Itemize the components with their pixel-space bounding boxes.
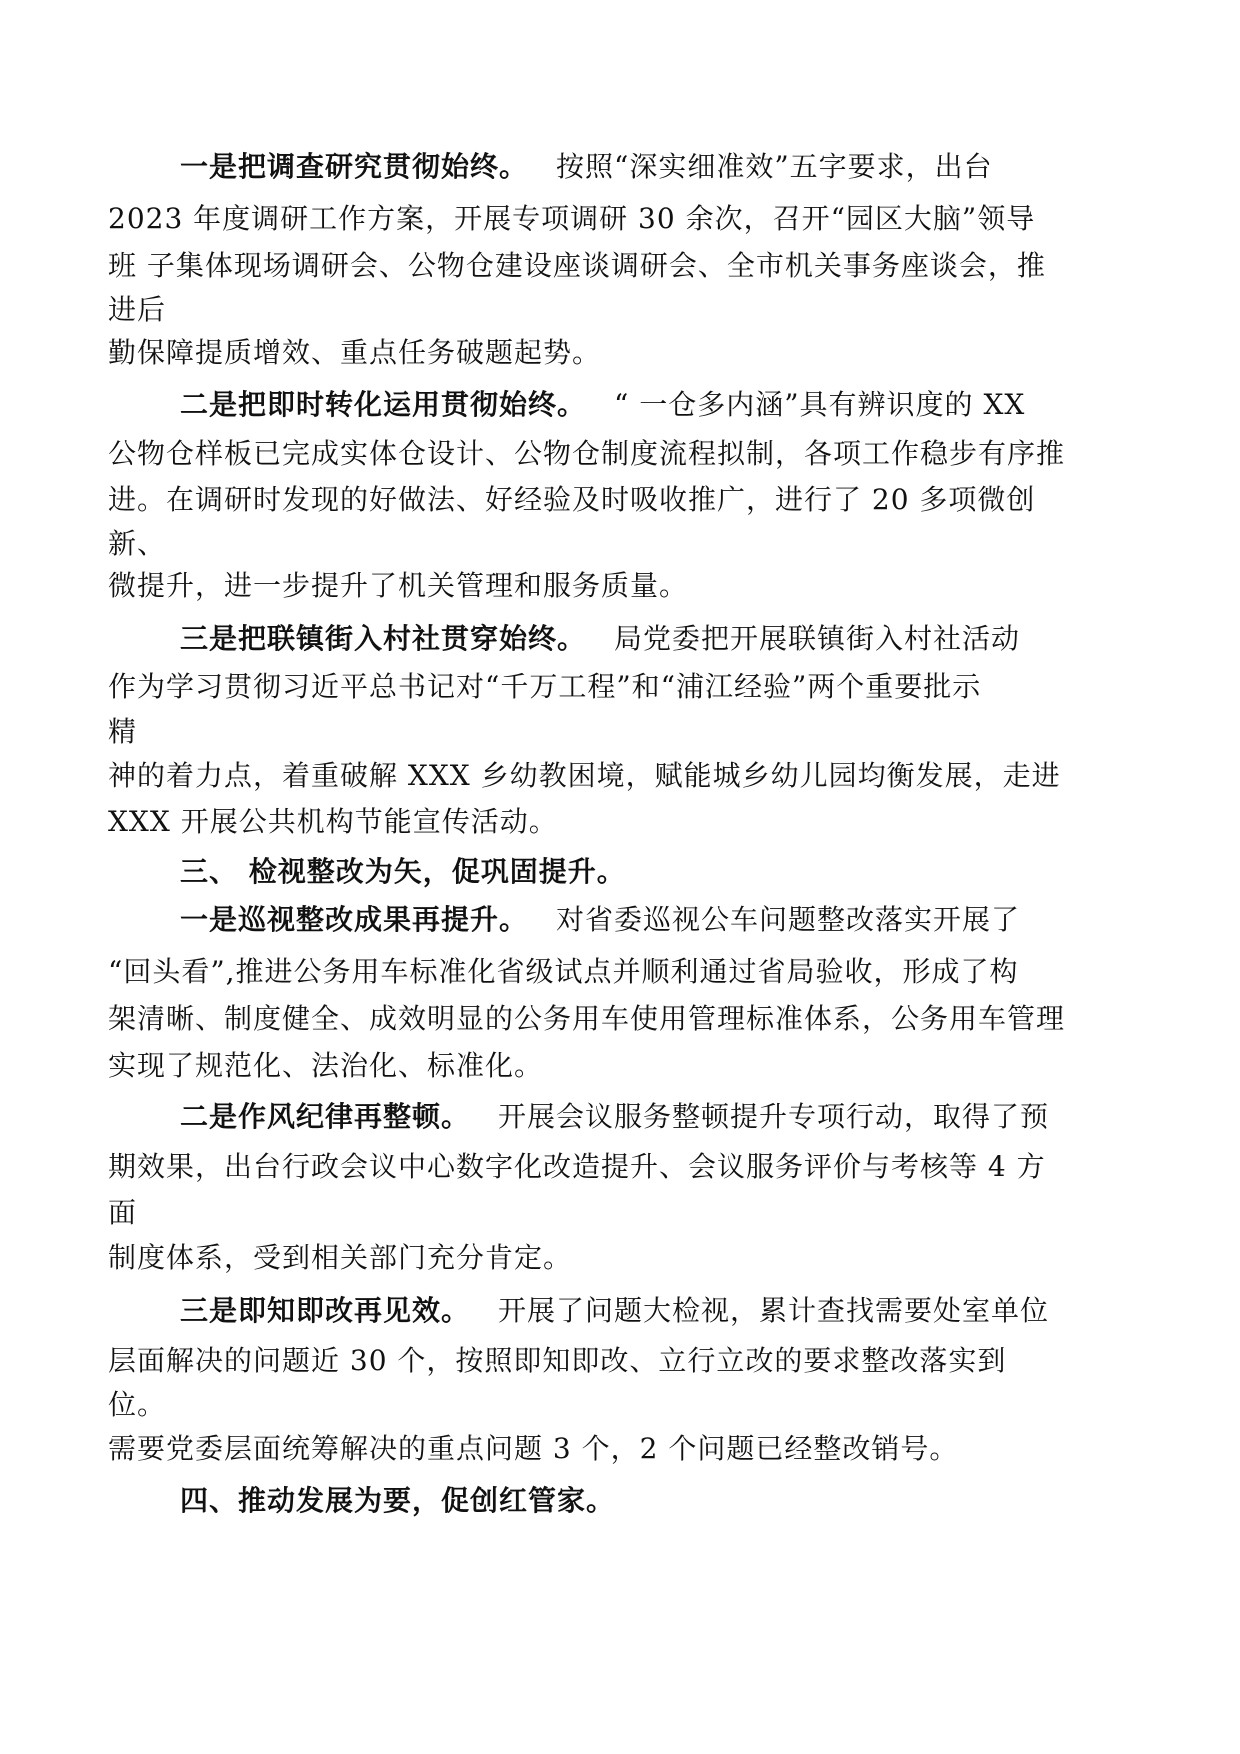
- paragraph-line: 微提升，进一步提升了机关管理和服务质量。: [108, 569, 689, 602]
- paragraph-line: [180, 150, 993, 183]
- paragraph-text: 按照“深实细准效”五字要求，出台: [556, 150, 993, 183]
- paragraph-line: 架清晰、制度健全、成效明显的公务用车使用管理标准体系，公务用车管理: [108, 1002, 1066, 1035]
- paragraph-line: 神的着力点，着重破解 XXX 乡幼教困境，赋能城乡幼儿园均衡发展，走进: [108, 759, 1061, 792]
- paragraph-text: 开展会议服务整顿提升专项行动，取得了预: [498, 1100, 1050, 1133]
- paragraph-line: 实现了规范化、法治化、标准化。: [108, 1049, 544, 1082]
- paragraph-line: 进。在调研时发现的好做法、好经验及时吸收推广，进行了 20 多项微创: [108, 483, 1036, 516]
- paragraph-line: 制度体系，受到相关部门充分肯定。: [108, 1241, 573, 1274]
- section-heading: 三、 检视整改为矢，促巩固提升。: [180, 855, 626, 888]
- paragraph-line: XXX 开展公共机构节能宣传活动。: [108, 805, 558, 838]
- paragraph-text: “ 一仓多内涵”具有辨识度的 XX: [614, 388, 1026, 421]
- paragraph-lead: 一是巡视整改成果再提升。: [180, 903, 529, 936]
- paragraph-line: 2023 年度调研工作方案，开展专项调研 30 余次，召开“园区大脑”领导: [108, 202, 1036, 235]
- paragraph-line: 位。: [108, 1388, 167, 1421]
- paragraph-line: 作为学习贯彻习近平总书记对“千万工程”和“浦江经验”两个重要批示: [108, 670, 982, 703]
- paragraph-line: [180, 903, 1021, 936]
- paragraph-line: 新、: [108, 527, 167, 560]
- paragraph-line: 需要党委层面统筹解决的重点问题 3 个，2 个问题已经整改销号。: [108, 1432, 959, 1465]
- paragraph-lead: 三是即知即改再见效。: [180, 1294, 471, 1327]
- paragraph-line: [180, 388, 1026, 421]
- paragraph-text: 开展了问题大检视，累计查找需要处室单位: [498, 1294, 1050, 1327]
- section-heading: 四、推动发展为要，促创红管家。: [180, 1484, 616, 1517]
- paragraph-lead: 三是把联镇街入村社贯穿始终。: [180, 622, 587, 655]
- paragraph-lead: 二是把即时转化运用贯彻始终。: [180, 388, 587, 421]
- paragraph-line: 精: [108, 715, 138, 748]
- paragraph-lead: 一是把调查研究贯彻始终。: [180, 150, 529, 183]
- paragraph-line: [180, 622, 1021, 655]
- paragraph-line: 层面解决的问题近 30 个，按照即知即改、立行立改的要求整改落实到: [108, 1344, 1007, 1377]
- paragraph-line: 班 子集体现场调研会、公物仓建设座谈调研会、全市机关事务座谈会，推: [108, 249, 1046, 282]
- paragraph-line: [180, 1294, 1050, 1327]
- paragraph-text: 局党委把开展联镇街入村社活动: [614, 622, 1021, 655]
- paragraph-line: 期效果，出台行政会议中心数字化改造提升、会议服务评价与考核等 4 方: [108, 1150, 1046, 1183]
- paragraph-line: 勤保障提质增效、重点任务破题起势。: [108, 336, 602, 369]
- paragraph-line: “回头看”,推进公务用车标准化省级试点并顺利通过省局验收，形成了构: [108, 955, 1019, 988]
- paragraph-line: 进后: [108, 293, 167, 326]
- paragraph-text: 对省委巡视公车问题整改落实开展了: [556, 903, 1021, 936]
- paragraph-line: 面: [108, 1196, 138, 1229]
- paragraph-line: 公物仓样板已完成实体仓设计、公物仓制度流程拟制，各项工作稳步有序推: [108, 437, 1066, 470]
- paragraph-line: [180, 1100, 1050, 1133]
- paragraph-lead: 二是作风纪律再整顿。: [180, 1100, 471, 1133]
